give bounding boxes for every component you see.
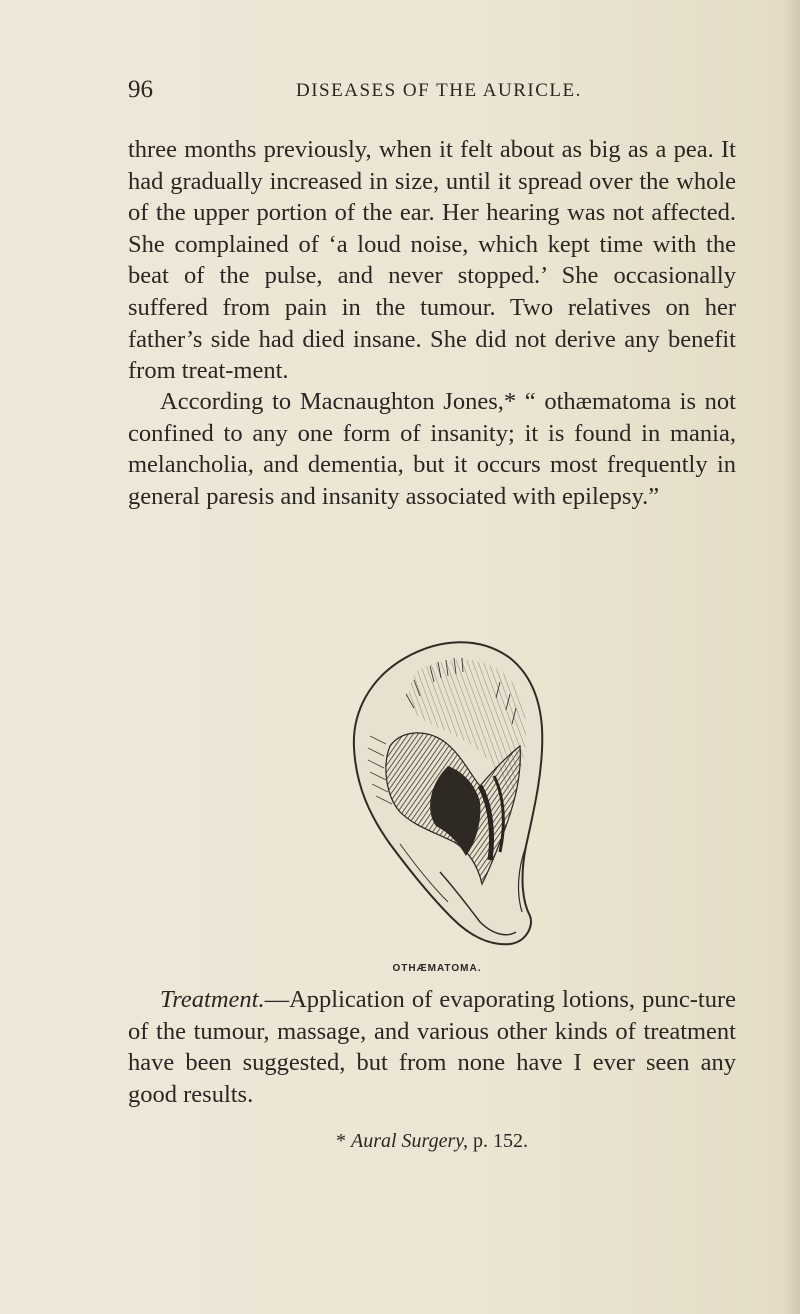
treatment-heading: Treatment. [160, 986, 265, 1013]
page-number: 96 [128, 76, 153, 103]
footnote [128, 1130, 736, 1153]
running-head [128, 76, 688, 110]
footnote-page: p. 152. [468, 1130, 529, 1152]
figure-caption: OTHÆMATOMA. [392, 963, 482, 974]
chapter-title: DISEASES OF THE AURICLE. [296, 80, 582, 101]
page-edge-shadow [782, 0, 800, 1314]
paragraph-case-history: three months previously, when it felt about as big as a pea. It had gradually increased in size, until it spread over the whole of the upper portion of the ear. Her hearing was not affected. She complained of ‘a loud noise, which kept time with the beat of the pulse, and never stopped.’ She occasionally suffered from pain in the tumour. Two relatives on her father’s side had died insane. She did not derive any benefit from treat-ment. [128, 136, 736, 385]
ear-illustration-icon [330, 636, 560, 956]
paragraph-treatment [128, 984, 736, 1110]
footnote-title: Aural Surgery, [350, 1130, 469, 1152]
treatment-text: —Application of evaporating lotions, punc-ture of the tumour, massage, and various other kinds of treatment have been suggested, but from none have I ever seen any good results. [128, 986, 736, 1108]
paragraph-quotation: According to Macnaughton Jones,* “ othæmatoma is not confined to any one form of insanity; it is found in mania, melancholia, and dementia, but it occurs most frequently in general paresis and insanity associated with epilepsy.” [128, 388, 736, 510]
footnote-marker: * [335, 1130, 351, 1152]
